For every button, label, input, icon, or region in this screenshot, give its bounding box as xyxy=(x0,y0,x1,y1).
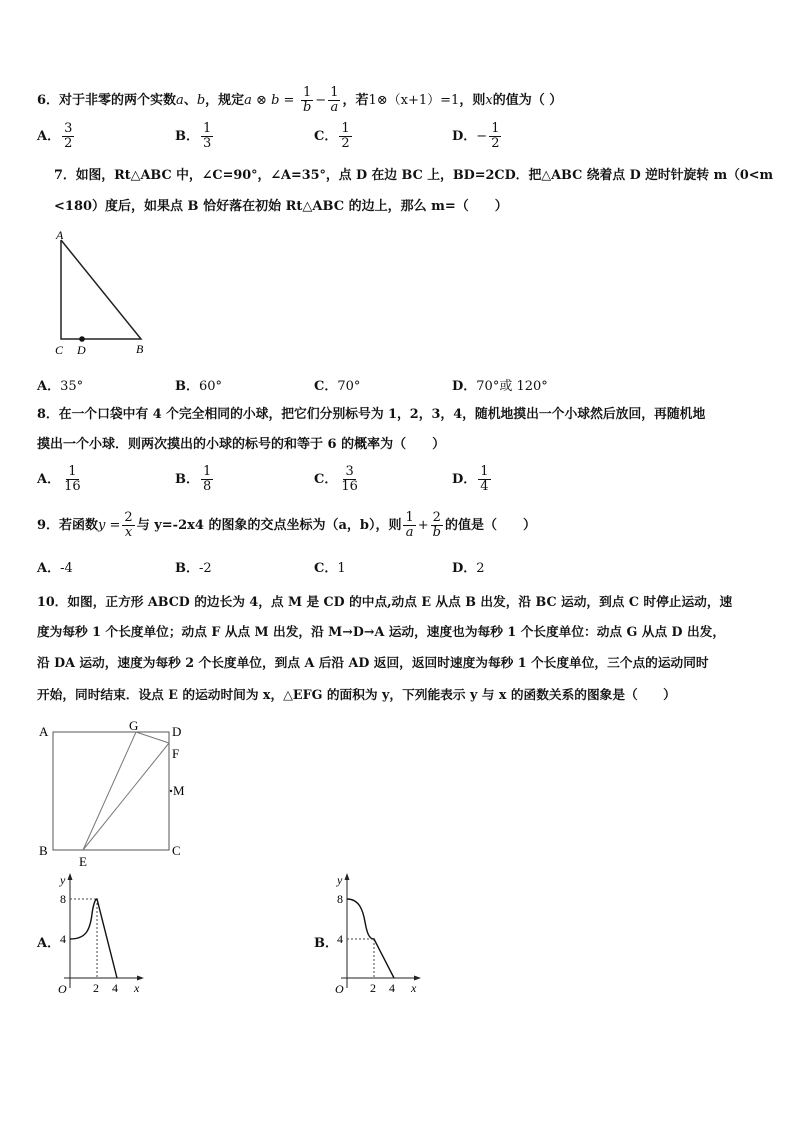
q10-label-m: M xyxy=(173,783,185,798)
q6-lead: 6．对于非零的两个实数 xyxy=(37,93,177,108)
q6-frac-1-over-a: $\frac{1}{a}$ xyxy=(330,85,339,115)
q10-label-a: A xyxy=(39,724,49,739)
q10-graph-a-x-arrow xyxy=(137,976,144,981)
q9-plus: + xyxy=(417,518,429,533)
q6-var-a: a xyxy=(176,93,184,108)
q10-label-e: E xyxy=(79,854,87,869)
q10-square-figure xyxy=(34,718,194,870)
q7-triangle-figure xyxy=(50,228,154,360)
q7-triangle-abc xyxy=(61,240,141,339)
q10-segment-eg xyxy=(83,732,136,850)
q10-graph-b[interactable] xyxy=(333,870,425,1000)
q10-graph-a-x-label: x xyxy=(134,981,140,995)
q7-option-c[interactable]: C．70° xyxy=(314,379,361,394)
q9-option-a[interactable]: A．-4 xyxy=(37,561,73,576)
q6-tail: 的值为（ ） xyxy=(492,93,563,108)
q8-option-c[interactable]: C． $\frac{3}{16}$ xyxy=(314,464,358,494)
q10-graph-a-tick-x2: 2 xyxy=(93,981,99,995)
q7-label-a: A xyxy=(56,228,64,242)
q10-label-g: G xyxy=(129,718,139,733)
q10-graph-a-tick-8: 8 xyxy=(60,892,66,906)
q10-label-f: F xyxy=(172,746,180,761)
q7-label-c: C xyxy=(55,343,64,357)
q9-option-d[interactable]: D．2 xyxy=(452,561,485,576)
q10-line-1: 10．如图，正方形 ABCD 的边长为 4，点 M 是 CD 的中点,动点 E 从点 B 出发，沿 BC 运动，到点 C 时停止运动，速 xyxy=(37,594,733,609)
q6-option-a[interactable]: A． $\frac{3}{2}$ xyxy=(37,121,73,151)
q8-line-1: 8．在一个口袋中有 4 个完全相同的小球，把它们分别标号为 1，2，3，4，随机地摸出一个小球然后放回，再随机地 xyxy=(37,407,706,422)
q10-graph-b-tick-4: 4 xyxy=(337,932,343,946)
q9-y-eq: y = xyxy=(98,518,121,533)
q9-frac-1-over-a: $\frac{1}{a}$ xyxy=(405,510,414,540)
q10-line-2: 度为每秒 1 个长度单位；动点 F 从点 M 出发，沿 M→D→A 运动，速度也为每秒 1 个长度单位：动点 G 从点 D 出发， xyxy=(37,624,726,639)
q10-graph-a-tick-x4: 4 xyxy=(112,981,118,995)
q7-label-b: B xyxy=(136,342,144,356)
q10-graph-b-x-label: x xyxy=(411,981,417,995)
q6-rule-intro: ，规定 xyxy=(205,93,245,108)
question-9-stem xyxy=(37,511,536,540)
q10-option-a-label[interactable]: A． xyxy=(37,936,61,951)
q10-label-d: D xyxy=(172,724,182,739)
q10-square-abcd xyxy=(53,732,169,850)
q8-option-b[interactable]: B． $\frac{1}{8}$ xyxy=(175,464,212,494)
q10-label-b: B xyxy=(39,843,48,858)
q7-line-1: 7．如图，Rt△ABC 中，∠C=90°，∠A=35°，点 D 在边 BC 上，BD=2CD．把△ABC 绕着点 D 逆时针旋转 m（0<m xyxy=(54,168,774,183)
q10-graph-b-origin: O xyxy=(335,982,344,996)
q7-label-d: D xyxy=(77,343,86,357)
q9-option-c[interactable]: C．1 xyxy=(314,561,346,576)
q6-option-c[interactable]: C． $\frac{1}{2}$ xyxy=(314,121,350,151)
q8-option-d[interactable]: D． $\frac{1}{4}$ xyxy=(452,464,489,494)
q9-tail: 的值是（ ） xyxy=(444,518,536,533)
q10-line-3: 沿 DA 运动，速度为每秒 2 个长度单位，到点 A 后沿 AD 返回，返回时速度为每秒 1 个长度单位，三个点的运动同时 xyxy=(37,655,709,670)
q8-option-a[interactable]: A． $\frac{1}{16}$ xyxy=(37,464,81,494)
q10-segment-ef xyxy=(83,743,169,850)
q10-graph-a[interactable] xyxy=(56,870,148,1000)
q6-option-d[interactable]: D．− $\frac{1}{2}$ xyxy=(452,121,500,151)
q10-graph-b-tick-x4: 4 xyxy=(389,981,395,995)
q6-condition: 1⊗（x+1）=1 xyxy=(368,93,460,108)
q6-var-b: b xyxy=(196,93,206,108)
q10-graph-b-y-arrow xyxy=(345,873,350,880)
q10-graph-b-curve xyxy=(347,899,394,978)
q10-line-4: 开始，同时结束．设点 E 的运动时间为 x，△EFG 的面积为 y，下列能表示 y 与 x 的函数关系的图象是（ ） xyxy=(37,687,676,702)
q9-mid: 与 y=-2x4 的图象的交点坐标为（a，b），则 xyxy=(136,518,402,533)
q6-cond-intro: ，若 xyxy=(342,93,369,108)
q7-option-b[interactable]: B．60° xyxy=(175,379,223,394)
q10-graph-b-tick-8: 8 xyxy=(337,892,343,906)
q10-graph-b-y-label: y xyxy=(337,873,343,887)
q9-frac-2-over-x: $\frac{2}{x}$ xyxy=(124,510,133,540)
q10-graph-b-x-arrow xyxy=(414,976,421,981)
q10-label-c: C xyxy=(172,843,181,858)
q10-point-m xyxy=(170,790,172,792)
q10-segment-gf xyxy=(136,732,169,743)
q10-graph-a-origin: O xyxy=(58,982,67,996)
q6-minus: − xyxy=(315,93,327,108)
q10-graph-b-tick-x2: 2 xyxy=(370,981,376,995)
q9-option-b[interactable]: B．-2 xyxy=(175,561,212,576)
q10-graph-a-y-label: y xyxy=(60,873,66,887)
q10-option-b-label[interactable]: B． xyxy=(314,936,338,951)
q8-line-2: 摸出一个小球．则两次摸出的小球的标号的和等于 6 的概率为（ ） xyxy=(37,437,446,452)
q7-point-d xyxy=(79,336,85,342)
q10-graph-a-y-arrow xyxy=(68,873,73,880)
q6-tail-intro: ，则 xyxy=(459,93,486,108)
q10-graph-a-curve xyxy=(70,899,117,978)
q6-sep: 、 xyxy=(183,93,197,108)
q6-option-b[interactable]: B． $\frac{1}{3}$ xyxy=(175,121,212,151)
q9-frac-2-over-b: $\frac{2}{b}$ xyxy=(432,510,441,540)
q7-option-d[interactable]: D．70°或 120° xyxy=(452,379,548,394)
q7-option-a[interactable]: A．35° xyxy=(37,379,84,394)
q9-lead: 9．若函数 xyxy=(37,518,99,533)
q6-def-lhs: a ⊗ b = xyxy=(244,93,295,108)
q6-var-x: x xyxy=(485,93,493,108)
question-6-stem xyxy=(37,86,562,115)
q10-graph-a-tick-4: 4 xyxy=(60,932,66,946)
q6-frac-1-over-b: $\frac{1}{b}$ xyxy=(302,85,312,115)
q7-line-2: <180）度后，如果点 B 恰好落在初始 Rt△ABC 的边上，那么 m=（ ） xyxy=(54,199,508,214)
